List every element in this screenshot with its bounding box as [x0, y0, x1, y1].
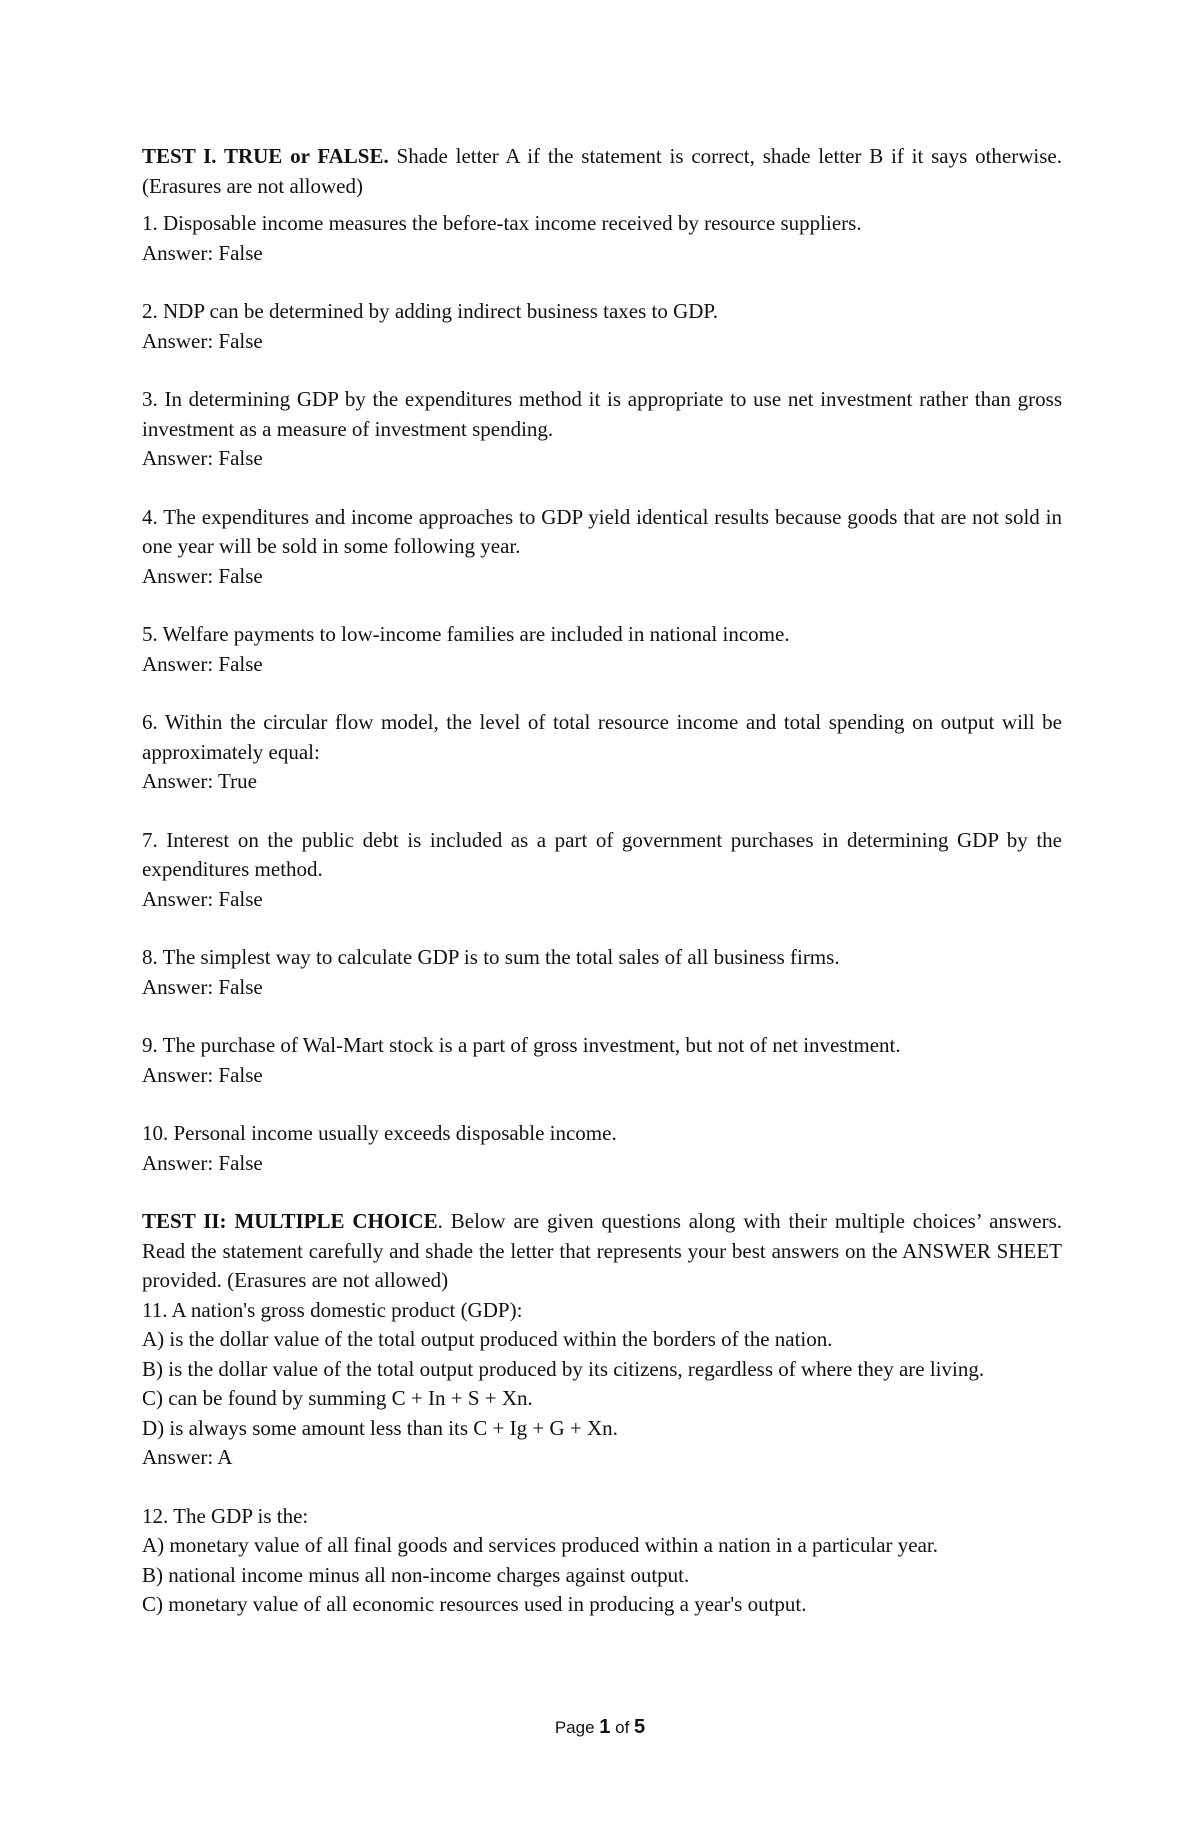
question-10: [142, 1119, 1062, 1178]
question-3: [142, 385, 1062, 474]
total-pages: 5: [634, 1716, 646, 1738]
page-label: Page: [554, 1718, 600, 1737]
question-text: 8. The simplest way to calculate GDP is to sum the total sales of all business firms.: [142, 945, 840, 969]
answer-text: Answer: False: [142, 651, 263, 676]
page-content: [142, 142, 1062, 1649]
page-footer: [0, 1716, 1200, 1739]
option-b: B) is the dollar value of the total output produced by its citizens, regardless of where they are living.: [142, 1356, 985, 1381]
question-1: [142, 209, 1062, 268]
test2-instruction: [142, 1207, 1062, 1296]
test2-instruction-text: . Below are given questions along with their multiple choices’ answers. Read the statement carefully and shade the letter that represents your best answers on the ANSWER SHEET provided. (Erasures are not allowed): [142, 1209, 1062, 1292]
question-4: [142, 503, 1062, 592]
option-a: A) is the dollar value of the total output produced within the borders of the nation.: [142, 1327, 833, 1351]
answer-text: Answer: False: [142, 446, 263, 470]
question-6: [142, 708, 1062, 797]
question-text: 9. The purchase of Wal-Mart stock is a part of gross investment, but not of net investment.: [142, 1033, 901, 1057]
question-text: 11. A nation's gross domestic product (GDP):: [142, 1297, 523, 1322]
answer-text: Answer: False: [142, 974, 263, 999]
question-2: [142, 297, 1062, 356]
question-text: 5. Welfare payments to low-income families are included in national income.: [142, 622, 790, 646]
option-c: C) can be found by summing C + In + S + Xn.: [142, 1386, 533, 1410]
test1-instruction: [142, 142, 1062, 201]
of-label: of: [610, 1718, 635, 1737]
answer-text: Answer: False: [142, 886, 263, 911]
test2-heading: TEST II: MULTIPLE CHOICE: [142, 1209, 438, 1233]
page-number: 1: [599, 1716, 611, 1738]
question-text: 7. Interest on the public debt is included as a part of government purchases in determining GDP by the expenditures method.: [142, 827, 1062, 881]
answer-text: Answer: A: [142, 1445, 233, 1469]
question-11: [142, 1296, 1062, 1473]
question-9: [142, 1031, 1062, 1090]
answer-text: Answer: False: [142, 328, 263, 353]
option-b: B) national income minus all non-income charges against output.: [142, 1562, 690, 1587]
question-text: 1. Disposable income measures the before-tax income received by resource suppliers.: [142, 211, 862, 235]
test1-heading: TEST I. TRUE or FALSE.: [142, 144, 389, 168]
question-text: 4. The expenditures and income approaches to GDP yield identical results because goods that are not sold in one year will be sold in some following year.: [142, 504, 1062, 558]
question-text: 6. Within the circular flow model, the level of total resource income and total spending on output will be approximately equal:: [142, 710, 1062, 764]
question-text: 10. Personal income usually exceeds disposable income.: [142, 1121, 617, 1145]
answer-text: Answer: False: [142, 1150, 263, 1175]
question-7: [142, 826, 1062, 915]
question-8: [142, 943, 1062, 1002]
answer-text: Answer: True: [142, 769, 257, 793]
question-text: 12. The GDP is the:: [142, 1503, 309, 1528]
answer-text: Answer: False: [142, 240, 263, 265]
option-d: D) is always some amount less than its C + Ig + G + Xn.: [142, 1415, 618, 1440]
question-text: 3. In determining GDP by the expenditures method it is appropriate to use net investment rather than gross investment as a measure of investment spending.: [142, 387, 1062, 441]
answer-text: Answer: False: [142, 563, 263, 588]
question-text: 2. NDP can be determined by adding indirect business taxes to GDP.: [142, 299, 719, 323]
option-a: A) monetary value of all final goods and services produced within a nation in a particular year.: [142, 1533, 938, 1557]
question-5: [142, 620, 1062, 679]
answer-text: Answer: False: [142, 1062, 263, 1087]
question-12: [142, 1502, 1062, 1620]
option-c: C) monetary value of all economic resources used in producing a year's output.: [142, 1592, 807, 1616]
test1-instruction-text: Shade letter A if the statement is correct, shade letter B if it says otherwise. (Erasures are not allowed): [142, 144, 1062, 198]
